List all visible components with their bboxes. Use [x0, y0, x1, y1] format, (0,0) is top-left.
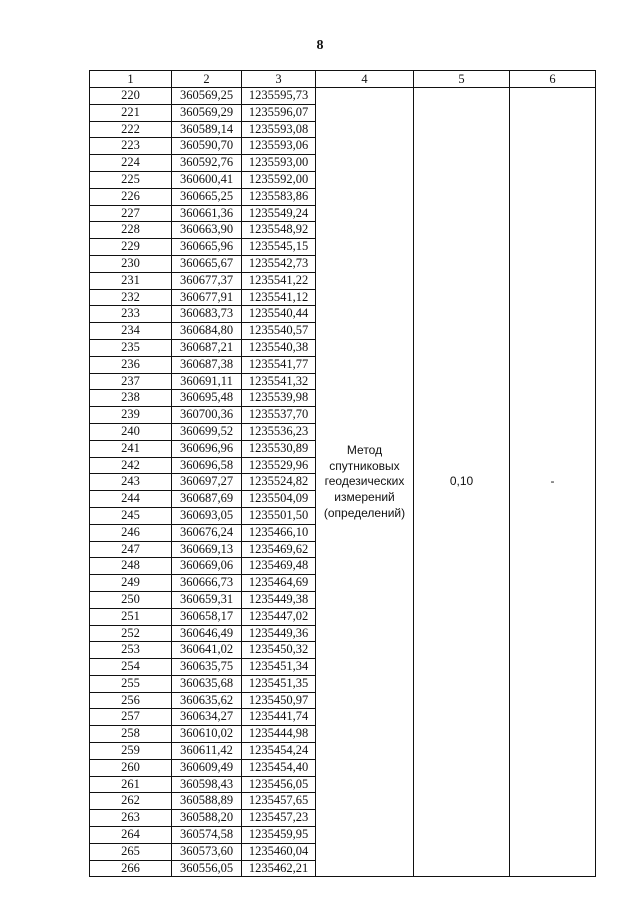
point-number-cell: 238: [90, 390, 172, 407]
point-number-cell: 240: [90, 423, 172, 440]
point-number-cell: 246: [90, 524, 172, 541]
x-coordinate-cell: 360677,37: [172, 272, 242, 289]
method-line: измерений: [334, 490, 395, 505]
y-coordinate-cell: 1235460,04: [242, 843, 316, 860]
point-number-cell: 254: [90, 659, 172, 676]
x-coordinate-cell: 360598,43: [172, 776, 242, 793]
y-coordinate-cell: 1235530,89: [242, 440, 316, 457]
column-header-6: 6: [510, 71, 596, 88]
y-coordinate-cell: 1235501,50: [242, 507, 316, 524]
x-coordinate-cell: 360687,38: [172, 356, 242, 373]
point-number-cell: 245: [90, 507, 172, 524]
x-coordinate-cell: 360687,21: [172, 339, 242, 356]
x-coordinate-cell: 360699,52: [172, 423, 242, 440]
x-coordinate-cell: 360556,05: [172, 860, 242, 877]
point-number-cell: 224: [90, 155, 172, 172]
column6-cell: -: [510, 88, 596, 877]
x-coordinate-cell: 360665,25: [172, 188, 242, 205]
point-number-cell: 236: [90, 356, 172, 373]
y-coordinate-cell: 1235595,73: [242, 88, 316, 105]
table-row: [90, 88, 596, 105]
x-coordinate-cell: 360569,25: [172, 88, 242, 105]
point-number-cell: 230: [90, 255, 172, 272]
y-coordinate-cell: 1235450,97: [242, 692, 316, 709]
method-line: геодезических: [324, 474, 405, 489]
y-coordinate-cell: 1235451,35: [242, 675, 316, 692]
point-number-cell: 234: [90, 323, 172, 340]
point-number-cell: 262: [90, 793, 172, 810]
point-number-cell: 265: [90, 843, 172, 860]
point-number-cell: 252: [90, 625, 172, 642]
point-number-cell: 241: [90, 440, 172, 457]
point-number-cell: 251: [90, 608, 172, 625]
x-coordinate-cell: 360697,27: [172, 474, 242, 491]
y-coordinate-cell: 1235524,82: [242, 474, 316, 491]
y-coordinate-cell: 1235541,12: [242, 289, 316, 306]
point-number-cell: 233: [90, 306, 172, 323]
y-coordinate-cell: 1235540,44: [242, 306, 316, 323]
point-number-cell: 247: [90, 541, 172, 558]
y-coordinate-cell: 1235593,06: [242, 138, 316, 155]
y-coordinate-cell: 1235539,98: [242, 390, 316, 407]
y-coordinate-cell: 1235536,23: [242, 423, 316, 440]
y-coordinate-cell: 1235466,10: [242, 524, 316, 541]
x-coordinate-cell: 360693,05: [172, 507, 242, 524]
method-line: Метод: [346, 442, 383, 457]
x-coordinate-cell: 360611,42: [172, 743, 242, 760]
y-coordinate-cell: 1235548,92: [242, 222, 316, 239]
point-number-cell: 261: [90, 776, 172, 793]
x-coordinate-cell: 360696,96: [172, 440, 242, 457]
x-coordinate-cell: 360590,70: [172, 138, 242, 155]
method-line: (определений): [323, 505, 406, 520]
y-coordinate-cell: 1235583,86: [242, 188, 316, 205]
x-coordinate-cell: 360669,13: [172, 541, 242, 558]
column-header-3: 3: [242, 71, 316, 88]
x-coordinate-cell: 360641,02: [172, 642, 242, 659]
y-coordinate-cell: 1235542,73: [242, 255, 316, 272]
y-coordinate-cell: 1235592,00: [242, 171, 316, 188]
x-coordinate-cell: 360592,76: [172, 155, 242, 172]
table-header-row: [90, 71, 596, 88]
y-coordinate-cell: 1235454,24: [242, 743, 316, 760]
x-coordinate-cell: 360635,62: [172, 692, 242, 709]
y-coordinate-cell: 1235593,08: [242, 121, 316, 138]
table-body: [90, 88, 596, 877]
point-number-cell: 257: [90, 709, 172, 726]
y-coordinate-cell: 1235549,24: [242, 205, 316, 222]
point-number-cell: 225: [90, 171, 172, 188]
y-coordinate-cell: 1235541,32: [242, 373, 316, 390]
y-coordinate-cell: 1235462,21: [242, 860, 316, 877]
x-coordinate-cell: 360600,41: [172, 171, 242, 188]
point-number-cell: 229: [90, 239, 172, 256]
y-coordinate-cell: 1235457,23: [242, 810, 316, 827]
y-coordinate-cell: 1235449,36: [242, 625, 316, 642]
x-coordinate-cell: 360683,73: [172, 306, 242, 323]
point-number-cell: 264: [90, 827, 172, 844]
point-number-cell: 220: [90, 88, 172, 105]
point-number-cell: 259: [90, 743, 172, 760]
x-coordinate-cell: 360635,68: [172, 675, 242, 692]
x-coordinate-cell: 360677,91: [172, 289, 242, 306]
point-number-cell: 237: [90, 373, 172, 390]
point-number-cell: 255: [90, 675, 172, 692]
x-coordinate-cell: 360573,60: [172, 843, 242, 860]
x-coordinate-cell: 360646,49: [172, 625, 242, 642]
method-cell: [316, 88, 414, 877]
point-number-cell: 256: [90, 692, 172, 709]
x-coordinate-cell: 360569,29: [172, 104, 242, 121]
column-header-5: 5: [414, 71, 510, 88]
y-coordinate-cell: 1235441,74: [242, 709, 316, 726]
x-coordinate-cell: 360676,24: [172, 524, 242, 541]
y-coordinate-cell: 1235469,62: [242, 541, 316, 558]
point-number-cell: 244: [90, 491, 172, 508]
y-coordinate-cell: 1235450,32: [242, 642, 316, 659]
x-coordinate-cell: 360665,96: [172, 239, 242, 256]
y-coordinate-cell: 1235444,98: [242, 726, 316, 743]
y-coordinate-cell: 1235457,65: [242, 793, 316, 810]
y-coordinate-cell: 1235449,38: [242, 591, 316, 608]
column-header-2: 2: [172, 71, 242, 88]
y-coordinate-cell: 1235537,70: [242, 407, 316, 424]
coordinates-table: [89, 70, 596, 877]
point-number-cell: 258: [90, 726, 172, 743]
y-coordinate-cell: 1235464,69: [242, 575, 316, 592]
point-number-cell: 222: [90, 121, 172, 138]
x-coordinate-cell: 360574,58: [172, 827, 242, 844]
y-coordinate-cell: 1235541,77: [242, 356, 316, 373]
y-coordinate-cell: 1235459,95: [242, 827, 316, 844]
point-number-cell: 221: [90, 104, 172, 121]
x-coordinate-cell: 360588,89: [172, 793, 242, 810]
point-number-cell: 243: [90, 474, 172, 491]
x-coordinate-cell: 360659,31: [172, 591, 242, 608]
point-number-cell: 231: [90, 272, 172, 289]
point-number-cell: 263: [90, 810, 172, 827]
column-header-1: 1: [90, 71, 172, 88]
x-coordinate-cell: 360687,69: [172, 491, 242, 508]
point-number-cell: 232: [90, 289, 172, 306]
y-coordinate-cell: 1235596,07: [242, 104, 316, 121]
y-coordinate-cell: 1235529,96: [242, 457, 316, 474]
x-coordinate-cell: 360700,36: [172, 407, 242, 424]
point-number-cell: 253: [90, 642, 172, 659]
y-coordinate-cell: 1235469,48: [242, 558, 316, 575]
x-coordinate-cell: 360696,58: [172, 457, 242, 474]
point-number-cell: 266: [90, 860, 172, 877]
x-coordinate-cell: 360610,02: [172, 726, 242, 743]
y-coordinate-cell: 1235540,38: [242, 339, 316, 356]
point-number-cell: 223: [90, 138, 172, 155]
y-coordinate-cell: 1235593,00: [242, 155, 316, 172]
point-number-cell: 227: [90, 205, 172, 222]
x-coordinate-cell: 360589,14: [172, 121, 242, 138]
point-number-cell: 249: [90, 575, 172, 592]
point-number-cell: 226: [90, 188, 172, 205]
point-number-cell: 260: [90, 759, 172, 776]
y-coordinate-cell: 1235451,34: [242, 659, 316, 676]
point-number-cell: 228: [90, 222, 172, 239]
page-number: 8: [316, 38, 324, 53]
x-coordinate-cell: 360663,90: [172, 222, 242, 239]
y-coordinate-cell: 1235545,15: [242, 239, 316, 256]
x-coordinate-cell: 360661,36: [172, 205, 242, 222]
x-coordinate-cell: 360695,48: [172, 390, 242, 407]
x-coordinate-cell: 360684,80: [172, 323, 242, 340]
point-number-cell: 250: [90, 591, 172, 608]
x-coordinate-cell: 360666,73: [172, 575, 242, 592]
accuracy-cell: 0,10: [414, 88, 510, 877]
x-coordinate-cell: 360634,27: [172, 709, 242, 726]
column-header-4: 4: [316, 71, 414, 88]
point-number-cell: 239: [90, 407, 172, 424]
y-coordinate-cell: 1235504,09: [242, 491, 316, 508]
method-line: спутниковых: [329, 458, 400, 473]
x-coordinate-cell: 360658,17: [172, 608, 242, 625]
y-coordinate-cell: 1235540,57: [242, 323, 316, 340]
y-coordinate-cell: 1235454,40: [242, 759, 316, 776]
x-coordinate-cell: 360669,06: [172, 558, 242, 575]
point-number-cell: 248: [90, 558, 172, 575]
y-coordinate-cell: 1235456,05: [242, 776, 316, 793]
point-number-cell: 242: [90, 457, 172, 474]
x-coordinate-cell: 360588,20: [172, 810, 242, 827]
x-coordinate-cell: 360665,67: [172, 255, 242, 272]
x-coordinate-cell: 360691,11: [172, 373, 242, 390]
point-number-cell: 235: [90, 339, 172, 356]
x-coordinate-cell: 360635,75: [172, 659, 242, 676]
y-coordinate-cell: 1235447,02: [242, 608, 316, 625]
x-coordinate-cell: 360609,49: [172, 759, 242, 776]
y-coordinate-cell: 1235541,22: [242, 272, 316, 289]
